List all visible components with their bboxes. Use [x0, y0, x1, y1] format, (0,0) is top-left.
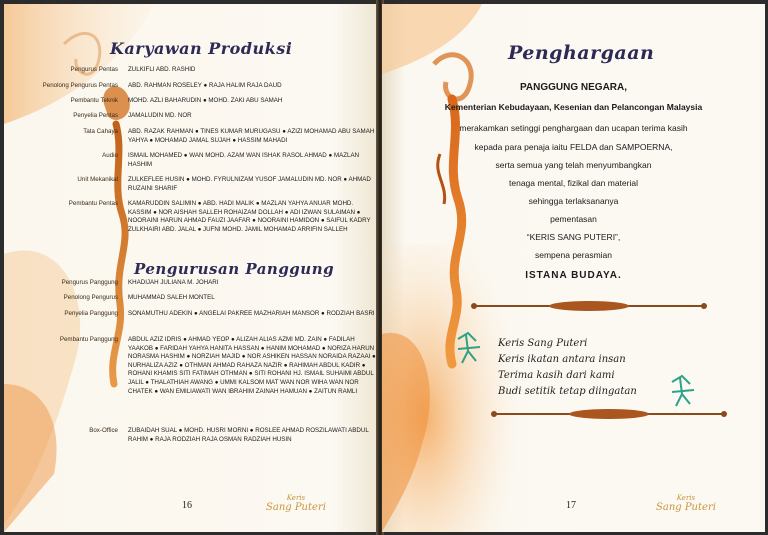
credit-role-label: Penolong Pengurus Pentas [42, 82, 118, 89]
right-page [382, 4, 765, 532]
credit-names: KAMARUDDIN SALIMIN ● ABD. HADI MALIK ● MAZLAN YAHYA ANUAR MOHD. KASSIM ● NOR AISHAH SALLEH ROHAIZAM DOLLAH ● ADI IZWAN SULAIMAN ● NOORAINI HARUN AHMAD FAUZI JAAFAR ● NOORAINI HAMIDON ● SAIFUL KADRY ZULKHAIRI ABD. JALAL ● JUFNI MOHD. JAMIL MOHAMAD ARRIFIN SALLEH [128, 200, 371, 233]
credit-role-label: Penyelia Panggung [64, 310, 118, 317]
brand-line1: Keris [286, 494, 306, 502]
credit-names: ABD. RAHMAN ROSELEY ● RAJA HALIM RAJA DAUD [128, 82, 282, 89]
ornament-divider-bottom [484, 406, 734, 422]
brand-line2: Sang Puteri [656, 502, 716, 513]
page-number-left: 16 [182, 500, 192, 511]
acknowledgement-line: tenaga mental, fizikal dan material [509, 178, 638, 188]
credit-names: ABDUL AZIZ IDRIS ● AHMAD YEOP ● ALIZAH ALIAS AZMI MD. ZAIN ● FADILAH YAAKOB ● FARIDAH YAHYA HANITA HASSAN ● HANIM MOHAMAD ● NORIZA HARUN NORASMA HASHIM ● NORZIAH MAJID ● NOR ASHIKEN HASSAN NORAIDA RAZAAI ● NURHALIZA AZIZ ● OTHMAN AHMAD RAHAZA NAZIR ● RAHIMAH ABDUL KADIR ● ROHANI KHAMIS SITI FATIMAH OTHMAN ● SITI ROHANI HJ. ISMAIL SUHAIMI ABDUL JALIL ● THALATHIAH AWANG ● UMMI KALSOM MAT WAN NOR WIHA WAN NOR CHATEK ● WAN EMILIAWATI WAN IBRAHIM ZAINAH HAMUAN ● ZAITUN RAMLI [128, 336, 376, 395]
acknowledgement-line: sehingga terlaksananya [528, 196, 619, 206]
acknowledgement-line: pementasan [550, 214, 597, 224]
left-page [4, 4, 378, 532]
brand-line2: Sang Puteri [266, 502, 326, 513]
credit-names: ZULKIFLI ABD. RASHID [128, 66, 196, 73]
acknowledgement-line: merakamkan setinggi penghargaan dan ucapan terima kasih [459, 123, 688, 133]
acknowledgement-line: kepada para penaja iaitu FELDA dan SAMPOERNA, [474, 142, 673, 152]
credit-names: SONAMUTHU ADEKIN ● ANGELAI PAKREE MAZHARIAH MANSOR ● RODZIAH BASRI [128, 310, 375, 317]
brand-logo-right [656, 494, 716, 512]
dancer-figure-icon [454, 329, 490, 365]
brand-logo-left [266, 494, 326, 512]
poem-line: Terima kasih dari kami [498, 370, 615, 381]
credit-names: MOHD. AZLI BAHARUDIN ● MOHD. ZAKI ABU SAMAH [128, 97, 283, 104]
section-title-karyawan-produksi: Karyawan Produksi [110, 39, 293, 58]
credit-role-label: Pembantu Pentas [68, 200, 118, 207]
poem-line: Keris ikatan antara insan [498, 354, 626, 365]
credit-names: ISMAIL MOHAMED ● WAN MOHD. AZAM WAN ISHAK RASOL AHMAD ● MAZLAN HASHIM [128, 152, 360, 168]
credit-role-label: Unit Mekanikal [77, 176, 118, 183]
acknowledgement-line: ISTANA BUDAYA. [525, 270, 622, 281]
credit-names: MUHAMMAD SALEH MONTEL [128, 294, 215, 301]
poem-line: Keris Sang Puteri [498, 338, 588, 349]
acknowledgement-line: PANGGUNG NEGARA, [519, 82, 628, 93]
credit-names: JAMALUDIN MD. NOR [128, 112, 192, 119]
credit-names: KHADIJAH JULIANA M. JOHARI [128, 279, 219, 286]
poem-line: Budi setitik tetap diingatan [498, 386, 637, 397]
credit-role-label: Penyelia Pentas [73, 112, 118, 119]
dancer-figure-icon [668, 372, 704, 408]
credit-role-label: Tata Cahaya [83, 128, 118, 135]
acknowledgement-line: Kementerian Kebudayaan, Kesenian dan Pelancongan Malaysia [444, 102, 703, 112]
acknowledgement-line: serta semua yang telah menyumbangkan [495, 160, 652, 170]
brand-line1: Keris [676, 494, 696, 502]
credit-role-label: Pengurus Panggung [61, 279, 118, 286]
acknowledgement-line: “KERIS SANG PUTERI”, [526, 232, 621, 242]
section-title-penghargaan: Penghargaan [508, 42, 655, 64]
credit-names: ZUBAIDAH SUAL ● MOHD. HUSRI MORNI ● ROSLEE AHMAD ROSZILAWATI ABDUL RAHIM ● RAJA RODZIAH RAJA OSMAN RADZIAH HUSIN [128, 427, 369, 443]
credit-role-label: Audio [102, 152, 118, 159]
credit-role-label: Pembantu Teknik [70, 97, 118, 104]
credit-names: ABD. RAZAK RAHMAN ● TINES KUMAR MURUGASU ● AZIZI MOHAMAD ABU SAMAH YAHYA ● MOHAMAD JAMAL SUJAH ● HASSIM MAHADI [128, 128, 375, 144]
acknowledgement-line: sempena perasmian [534, 250, 612, 260]
credit-role-label: Pengurus Pentas [70, 66, 118, 73]
section-title-pengurusan-panggung: Pengurusan Panggung [134, 260, 335, 278]
credit-names: ZULKEFLEE HUSIN ● MOHD. FYRULNIZAM YUSOF JAMALUDIN MD. NOR ● AHMAD RUZAINI SHARIF [128, 176, 371, 192]
page-number-right: 17 [566, 500, 576, 511]
credit-role-label: Box-Office [89, 427, 118, 434]
credit-role-label: Penolong Pengurus [63, 294, 118, 301]
ornament-divider-top [464, 298, 714, 314]
credit-role-label: Pembantu Panggung [59, 336, 118, 343]
